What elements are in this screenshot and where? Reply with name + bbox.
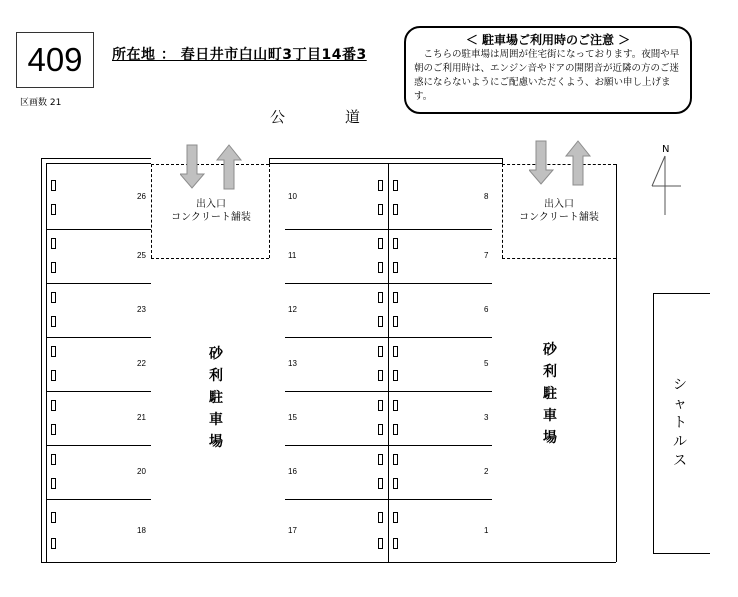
arrow-up-icon [566, 141, 590, 185]
wheel-stop-icon [393, 238, 398, 249]
wheel-stop-icon [393, 538, 398, 549]
wheel-stop-icon [51, 180, 56, 191]
wheel-stop-icon [393, 370, 398, 381]
wheel-stop-icon [378, 204, 383, 215]
space-number: 5 [484, 359, 489, 368]
space-count: 区画数 21 [20, 98, 62, 108]
entrance-arrows-right [529, 140, 593, 186]
wheel-stop-icon [51, 204, 56, 215]
road-char-1: 公 [270, 108, 286, 126]
wheel-stop-icon [378, 292, 383, 303]
entrance-title: 出入口 [544, 199, 574, 210]
label-char: 駐 [209, 390, 223, 406]
entrance-label-left [166, 198, 256, 224]
space-number: 16 [288, 467, 297, 476]
space-number: 6 [484, 305, 489, 314]
label-char: ル [673, 434, 687, 450]
label-char: 駐 [543, 386, 557, 402]
label-char: 場 [543, 430, 557, 446]
wheel-stop-icon [378, 316, 383, 327]
wheel-stop-icon [378, 454, 383, 465]
label-char: 利 [543, 364, 557, 380]
label-char: ャ [673, 396, 687, 412]
wheel-stop-icon [378, 180, 383, 191]
north-label: N [662, 144, 670, 155]
entrance-label-right [514, 198, 604, 224]
space-number: 1 [484, 526, 489, 535]
wheel-stop-icon [51, 292, 56, 303]
wheel-stop-icon [393, 316, 398, 327]
wheel-stop-icon [51, 346, 56, 357]
public-road-label [270, 106, 360, 127]
wheel-stop-icon [51, 316, 56, 327]
entrance-title: 出入口 [196, 199, 226, 210]
gravel-lot-label-left [208, 343, 224, 453]
address-label: 所在地 ： 春日井市白山町3丁目14番3 [112, 47, 367, 63]
space-number: 20 [137, 467, 146, 476]
arrow-down-icon [180, 145, 204, 188]
label-char: シ [673, 377, 687, 393]
space-number: 12 [288, 305, 297, 314]
wheel-stop-icon [378, 538, 383, 549]
wheel-stop-icon [378, 478, 383, 489]
space-number: 15 [288, 413, 297, 422]
wheel-stop-icon [393, 262, 398, 273]
label-char: 車 [543, 408, 557, 424]
wheel-stop-icon [393, 180, 398, 191]
north-arrow-icon [648, 155, 688, 217]
wheel-stop-icon [378, 512, 383, 523]
arrow-down-icon [529, 141, 553, 184]
wheel-stop-icon [51, 478, 56, 489]
gravel-lot-label-right [542, 339, 558, 449]
entrance-surface: コンクリート舗装 [171, 212, 251, 223]
space-number: 17 [288, 526, 297, 535]
label-char: 車 [209, 412, 223, 428]
label-char: ト [673, 415, 687, 431]
notice-title: ＜ 駐車場ご利用時のご注意 ＞ [465, 33, 631, 47]
wheel-stop-icon [51, 512, 56, 523]
wheel-stop-icon [51, 454, 56, 465]
space-number: 22 [137, 359, 146, 368]
label-char: 場 [209, 434, 223, 450]
neighbor-label [672, 376, 688, 471]
wheel-stop-icon [393, 204, 398, 215]
wheel-stop-icon [393, 346, 398, 357]
label-char: ス [673, 453, 687, 469]
space-number: 11 [288, 251, 297, 260]
lot-number-box: 409 [16, 32, 94, 88]
road-char-2: 道 [345, 108, 361, 126]
space-number: 10 [288, 192, 297, 201]
wheel-stop-icon [51, 538, 56, 549]
space-number: 3 [484, 413, 489, 422]
wheel-stop-icon [378, 346, 383, 357]
notice-body: こちらの駐車場は周囲が住宅街になっております。夜間や早朝のご利用時は、エンジン音やドアの開閉音が近隣の方のご迷惑にならないようにご配慮いただくよう、お願い申し上げます。 [414, 49, 680, 102]
wheel-stop-icon [378, 400, 383, 411]
label-char: 利 [209, 368, 223, 384]
wheel-stop-icon [51, 262, 56, 273]
wheel-stop-icon [51, 400, 56, 411]
wheel-stop-icon [378, 262, 383, 273]
space-number: 2 [484, 467, 489, 476]
label-char: 砂 [209, 346, 223, 362]
wheel-stop-icon [51, 238, 56, 249]
wheel-stop-icon [393, 478, 398, 489]
space-number: 21 [137, 413, 146, 422]
wheel-stop-icon [393, 454, 398, 465]
wheel-stop-icon [393, 400, 398, 411]
space-number: 8 [484, 192, 489, 201]
arrow-up-icon [217, 145, 241, 189]
wheel-stop-icon [51, 424, 56, 435]
space-number: 23 [137, 305, 146, 314]
label-char: 砂 [543, 342, 557, 358]
parking-notice [404, 26, 692, 114]
space-number: 25 [137, 251, 146, 260]
wheel-stop-icon [378, 424, 383, 435]
space-number: 26 [137, 192, 146, 201]
wheel-stop-icon [393, 292, 398, 303]
entrance-arrows-left [180, 144, 244, 190]
space-number: 18 [137, 526, 146, 535]
wheel-stop-icon [378, 370, 383, 381]
wheel-stop-icon [393, 424, 398, 435]
wheel-stop-icon [378, 238, 383, 249]
entrance-surface: コンクリート舗装 [519, 212, 599, 223]
space-number: 13 [288, 359, 297, 368]
space-number: 7 [484, 251, 489, 260]
wheel-stop-icon [51, 370, 56, 381]
wheel-stop-icon [393, 512, 398, 523]
